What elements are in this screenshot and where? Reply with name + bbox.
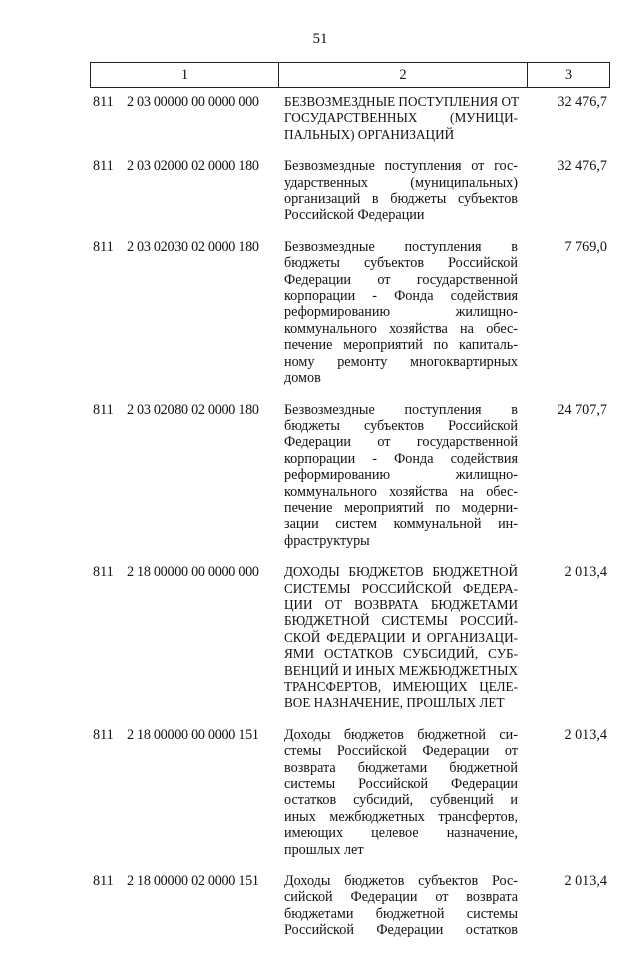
description-line: стемы Российской Федерации от bbox=[284, 743, 518, 760]
description-line: зации систем коммунальной ин- bbox=[284, 516, 518, 533]
admin-code: 811 bbox=[93, 94, 114, 110]
description-line: ДОХОДЫ БЮДЖЕТОВ БЮДЖЕТНОЙ bbox=[284, 564, 518, 580]
table-row bbox=[90, 158, 610, 224]
budget-classification-code: 2 03 02030 02 0000 180 bbox=[127, 238, 259, 255]
budget-classification-code: 2 18 00000 00 0000 000 bbox=[127, 564, 259, 581]
description-line: ВОЕ НАЗНАЧЕНИЕ, ПРОШЛЫХ ЛЕТ bbox=[284, 695, 505, 711]
amount: 2 013,4 bbox=[564, 726, 607, 743]
description-line: БЕЗВОЗМЕЗДНЫЕ ПОСТУПЛЕНИЯ ОТ bbox=[284, 94, 520, 109]
description-line: бюджеты субъектов Российской bbox=[284, 255, 518, 272]
description-line: Безвозмездные поступления от гос- bbox=[284, 158, 518, 175]
description-line: остатков субсидий, субвенций и bbox=[284, 792, 518, 809]
income-description bbox=[284, 564, 518, 712]
description-line: корпорации - Фонда содействия bbox=[284, 288, 518, 305]
income-description bbox=[284, 158, 518, 224]
income-description bbox=[284, 94, 518, 143]
budget-classification-code: 2 18 00000 00 0000 151 bbox=[127, 726, 259, 743]
admin-code: 811 bbox=[93, 564, 114, 581]
budget-classification-code: 2 18 00000 02 0000 151 bbox=[127, 873, 259, 890]
description-line: системы Российской Федерации bbox=[284, 776, 518, 793]
description-line: корпорации - Фонда содействия bbox=[284, 450, 518, 467]
description-line: бюджетами бюджетной системы bbox=[284, 905, 518, 922]
admin-code: 811 bbox=[93, 158, 114, 175]
table-row bbox=[90, 239, 610, 387]
column-header-1: 1 bbox=[91, 63, 279, 87]
description-line: СИСТЕМЫ РОССИЙСКОЙ ФЕДЕРА- bbox=[284, 580, 518, 596]
description-line: сийской Федерации от возврата bbox=[284, 889, 518, 906]
income-description bbox=[284, 727, 518, 858]
description-line: ному ремонту многоквартирных bbox=[284, 353, 518, 370]
table-header bbox=[90, 62, 610, 88]
description-line: печение мероприятий по капиталь- bbox=[284, 337, 518, 354]
description-line: Федерации от государственной bbox=[284, 271, 518, 288]
table-row bbox=[90, 94, 610, 143]
description-line: ударственных (муниципальных) bbox=[284, 174, 518, 191]
admin-code: 811 bbox=[93, 873, 114, 890]
amount: 32 476,7 bbox=[557, 94, 607, 110]
description-line: Безвозмездные поступления в bbox=[284, 238, 518, 255]
description-line: ЦИИ ОТ ВОЗВРАТА БЮДЖЕТАМИ bbox=[284, 596, 518, 612]
table-row bbox=[90, 402, 610, 550]
description-line: возврата бюджетами бюджетной bbox=[284, 759, 518, 776]
description-line: Федерации от государственной bbox=[284, 434, 518, 451]
description-line: ПАЛЬНЫХ) ОРГАНИЗАЦИЙ bbox=[284, 126, 455, 142]
income-description bbox=[284, 402, 518, 550]
description-line: иных межбюджетных трансфертов, bbox=[284, 808, 518, 825]
description-line: Российской Федерации bbox=[284, 207, 425, 224]
description-line: Российской Федерации остатков bbox=[284, 922, 518, 939]
description-line: фраструктуры bbox=[284, 532, 370, 549]
amount: 7 769,0 bbox=[564, 238, 607, 255]
budget-classification-code: 2 03 02080 02 0000 180 bbox=[127, 401, 259, 418]
budget-classification-code: 2 03 00000 00 0000 000 bbox=[127, 94, 259, 110]
table-row bbox=[90, 873, 610, 939]
description-line: организаций в бюджеты субъектов bbox=[284, 191, 518, 208]
budget-classification-code: 2 03 02000 02 0000 180 bbox=[127, 158, 259, 175]
description-line: ЯМИ ОСТАТКОВ СУБСИДИЙ, СУБ- bbox=[284, 646, 518, 662]
amount: 24 707,7 bbox=[557, 401, 607, 418]
admin-code: 811 bbox=[93, 401, 114, 418]
description-line: Доходы бюджетов бюджетной си- bbox=[284, 726, 518, 743]
table-row bbox=[90, 727, 610, 858]
admin-code: 811 bbox=[93, 726, 114, 743]
description-line: СКОЙ ФЕДЕРАЦИИ И ОРГАНИЗАЦИ- bbox=[284, 629, 518, 645]
description-line: Безвозмездные поступления в bbox=[284, 401, 518, 418]
description-line: ТРАНСФЕРТОВ, ИМЕЮЩИХ ЦЕЛЕ- bbox=[284, 679, 518, 694]
description-line: домов bbox=[284, 370, 321, 387]
description-line: прошлых лет bbox=[284, 841, 364, 858]
description-line: реформированию жилищно- bbox=[284, 467, 518, 484]
table-body bbox=[90, 94, 610, 954]
description-line: реформированию жилищно- bbox=[284, 304, 518, 321]
description-line: печение мероприятий по модерни- bbox=[284, 499, 518, 516]
amount: 2 013,4 bbox=[564, 564, 607, 581]
table-row bbox=[90, 564, 610, 712]
description-line: имеющих целевое назначение, bbox=[284, 825, 518, 842]
income-description bbox=[284, 239, 518, 387]
amount: 32 476,7 bbox=[557, 158, 607, 175]
description-line: коммунального хозяйства на обес- bbox=[284, 483, 518, 500]
page-number: 51 bbox=[312, 31, 328, 47]
description-line: Доходы бюджетов субъектов Рос- bbox=[284, 873, 518, 890]
amount: 2 013,4 bbox=[564, 873, 607, 890]
admin-code: 811 bbox=[93, 238, 114, 255]
description-line: ВЕНЦИЙ И ИНЫХ МЕЖБЮДЖЕТНЫХ bbox=[284, 662, 518, 678]
description-line: коммунального хозяйства на обес- bbox=[284, 320, 518, 337]
description-line: ГОСУДАРСТВЕННЫХ (МУНИЦИ- bbox=[284, 110, 518, 126]
column-header-2: 2 bbox=[279, 63, 528, 87]
description-line: БЮДЖЕТНОЙ СИСТЕМЫ РОССИЙ- bbox=[284, 613, 518, 629]
column-header-3: 3 bbox=[564, 66, 573, 83]
income-description bbox=[284, 873, 518, 939]
description-line: бюджеты субъектов Российской bbox=[284, 417, 518, 434]
